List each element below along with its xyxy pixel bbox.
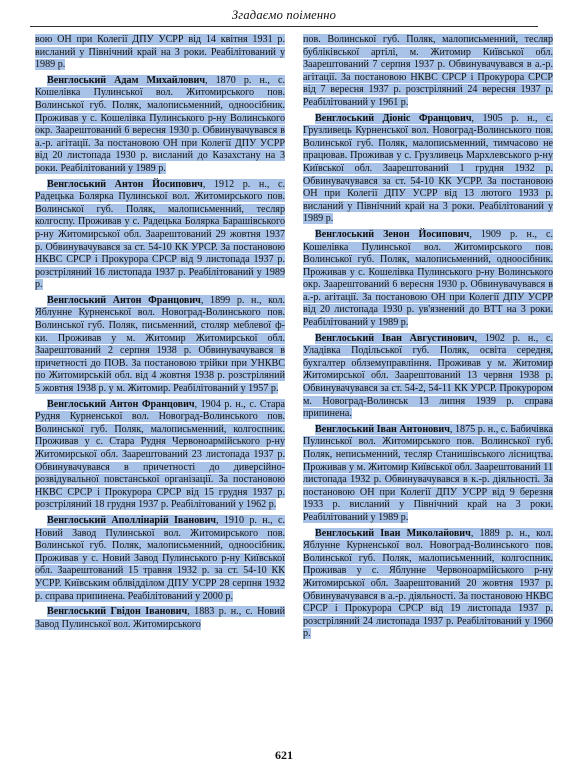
entry	[35, 75, 285, 176]
entry-text: , 1899 р. н., кол. Яблунне Курненської вол. Новоград-Волинського пов. Волинської губ. Поляк, письменний, столяр меблевої ф-ки. Проживав у м. Житомир Житомирської обл. Заарештований 2 серпня 1938 р. Обвинувачувався в причетності до ПОВ. За постановою трійки при УНКВС по Житомирській обл. від 4 жовтня 1938 р. розстріляний 5 жовтня 1938 р. у м. Житомир. Реабілітований у 1957 р.	[35, 294, 285, 395]
running-header	[30, 4, 538, 27]
entry-name: Венглоський Антон Йосипович	[47, 178, 203, 190]
entry-text: , 1902 р. н., с. Уладівка Подільської губ. Поляк, освіта середня, бухгалтер облземуправління. Проживав у м. Житомир Житомирської обл. Заарештований 13 червня 1938 р. Обвинувачувався за ст. 54-2, 54-11 КК УРСР. Прокурором м. Новоград-Волинськ 13 липня 1939 р. справа припинена.	[303, 332, 554, 420]
entry-name: Венглоський Зенон Йосипович	[315, 228, 470, 240]
entry-text: , 1909 р. н., с. Кошелівка Пулинської вол. Житомирського пов. Волинської губ. Поляк, малописьменний, одноосібник. Проживав у с. Кошелівка Пулинського р-ну Волинського окр. Заарештований 6 вересня 1930 р. Обвинувачувався в а.-р. агітації. За постановою ОН при Колегії ДПУ УСРР від 20 листопада 1930 р. ув'язнений до ВТТ на 3 роки. Реабілітований у 1989 р.	[303, 228, 554, 329]
entry-text: , 1904 р. н., с. Стара Рудня Курненської вол. Новоград-Волинського пов. Волинської губ. Поляк, малописьменний, колгоспник. Проживав у с. Стара Рудня Червоноармійського р-ну Житомирської обл. Заарештований 23 листопада 1937 р. Обвинувачувався в причетності до диверсійно-розвідувальної повстанської організації. За постановою НКВС СРСР і Прокурора СРСР від 15 грудня 1937 р. розстріляний 18 грудня 1937 р. Реабілітований у 1962 р.	[35, 398, 285, 511]
entry-text: , 1905 р. н., с. Грузливець Курненської вол. Новоград-Волинського пов. Волинської губ. Поляк, малописьменний, тимчасово не працював. Проживав у с. Грузливець Мархлевського р-ну Київської обл. Заарештований 1 грудня 1932 р. Обвинувачувався за ст. 54-10 КК УСРР. За постановою ОН при Колегії ДПУ УСРР від 13 лютого 1933 р. висланий у Північний край на 3 роки. Реабілітований у 1989 р.	[303, 112, 553, 225]
entry-name: Венглоський Антон Францович	[47, 398, 195, 410]
entry-name: Венглоський Іван Августинович	[315, 332, 475, 344]
entry-text: пов. Волинської губ. Поляк, малописьменний, тесляр бубліківської артілі, м. Житомир Київської обл. Заарештований 7 серпня 1937 р. Обвинувачувався в а.-р. агітації. За постановою НКВС СРСР і Прокурора СРСР від 7 вересня 1937 р. розстріляний 24 вересня 1937 р. Реабілітований у 1961 р.	[303, 34, 553, 108]
entry	[35, 399, 285, 512]
entry-name: Венглоський Антон Францович	[47, 294, 201, 306]
entry	[303, 113, 553, 226]
entry	[303, 333, 553, 421]
entry	[303, 424, 553, 525]
entry	[35, 179, 285, 292]
entry-text: , 1910 р. н., с. Новий Завод Пулинської вол. Житомирського пов. Волинської губ. Поляк, малописьменний, одноосібник. Проживав у с. Новий Завод Пулинського р-ну Київської обл. Заарештований 15 травня 1932 р. за ст. 54-10 КК УСРР. Київським облвідділом ДПУ УСРР 28 серпня 1932 р. справа припинена. Реабілітований у 2000 р.	[35, 514, 285, 602]
entry	[303, 229, 553, 330]
entry-name: Венглоський Іван Антонович	[315, 423, 450, 435]
entry-text: вою ОН при Колегії ДПУ УСРР від 14 квітня 1931 р. висланий у Північний край на 3 роки. Реабілітований у 1989 р.	[35, 34, 285, 71]
entry-text: , 1889 р. н., кол. Яблунне Курненської вол. Новоград-Волинського пов. Волинської губ. Поляк, малописьменний, колгоспник. Проживав у с. Яблунне Червоноармійського р-ну Житомирської обл. Заарештований 20 жовтня 1937 р. Обвинувачувався в а.-р. діяльності. За постановою НКВС СРСР і Прокурора СРСР від 19 листопада 1937 р. розстріляний 24 листопада 1937 р. Реабілітований у 1960 р.	[303, 527, 553, 640]
page-number	[0, 748, 568, 763]
entry-name: Венглоський Аполлінарій Іванович	[47, 514, 216, 526]
right-column	[303, 34, 553, 644]
running-header-title: Згадаємо поіменно	[231, 8, 337, 22]
entry	[35, 606, 285, 631]
entry-name: Венглоський Діоніс Францович	[315, 112, 472, 124]
left-column	[35, 34, 285, 634]
entry	[35, 295, 285, 396]
entry-text: , 1875 р. н., с. Бабичівка Пулинської вол. Житомирського пов. Волинської губ. Поляк, неписьменний, тесляр Станишівського лісництва. Проживав у м. Житомир Київської обл. Заарештований 11 листопада 1932 р. Обвинувачувався в к.-р. діяльності. За постановою ОН при Колегії ДПУ УСРР від 9 березня 1933 р. висланий у Північний край на 3 роки. Реабілітований у 1989 р.	[303, 423, 553, 523]
entry	[35, 34, 285, 72]
entry	[35, 515, 285, 603]
entry-text: , 1912 р. н., с. Радецька Болярка Пулинської вол. Житомирського пов. Волинської губ. Поляк, малописьменний, тесляр колгоспу. Проживав у с. Радецька Болярка Барашівського р-ну Житомирської обл. Заарештований 29 жовтня 1937 р. Обвинувачувався за ст. 54-10 КК УРСР. За постановою НКВС СРСР і Прокурора СРСР від 9 листопада 1937 р. розстріляний 16 листопада 1937 р. Реабілітований у 1989 р.	[35, 178, 285, 291]
entry-text: , 1883 р. н., с. Новий Завод Пулинської вол. Житомирського	[35, 606, 285, 630]
page-number-text: 621	[275, 748, 293, 762]
entry	[303, 34, 553, 110]
entry-name: Венглоський Гвідон Іванович	[47, 606, 188, 618]
entry-text: , 1870 р. н., с. Кошелівка Пулинської вол. Житомирського пов. Волинської губ. Поляк, малописьменний, одноосібник. Проживав у с. Кошелівка Пулинського р-ну Волинського окр. Заарештований 6 вересня 1930 р. Обвинувачувався в а.-р. агітації. За постановою ОН при Колегії ДПУ УСРР від 20 листопада 1930 р. висланий до Казахстану на 3 роки. Реабілітований у 1989 р.	[35, 74, 285, 174]
entry-name: Венглоський Адам Михайлович	[47, 74, 206, 86]
entry-name: Венглоський Іван Миколайович	[315, 527, 471, 539]
entry	[303, 528, 553, 641]
